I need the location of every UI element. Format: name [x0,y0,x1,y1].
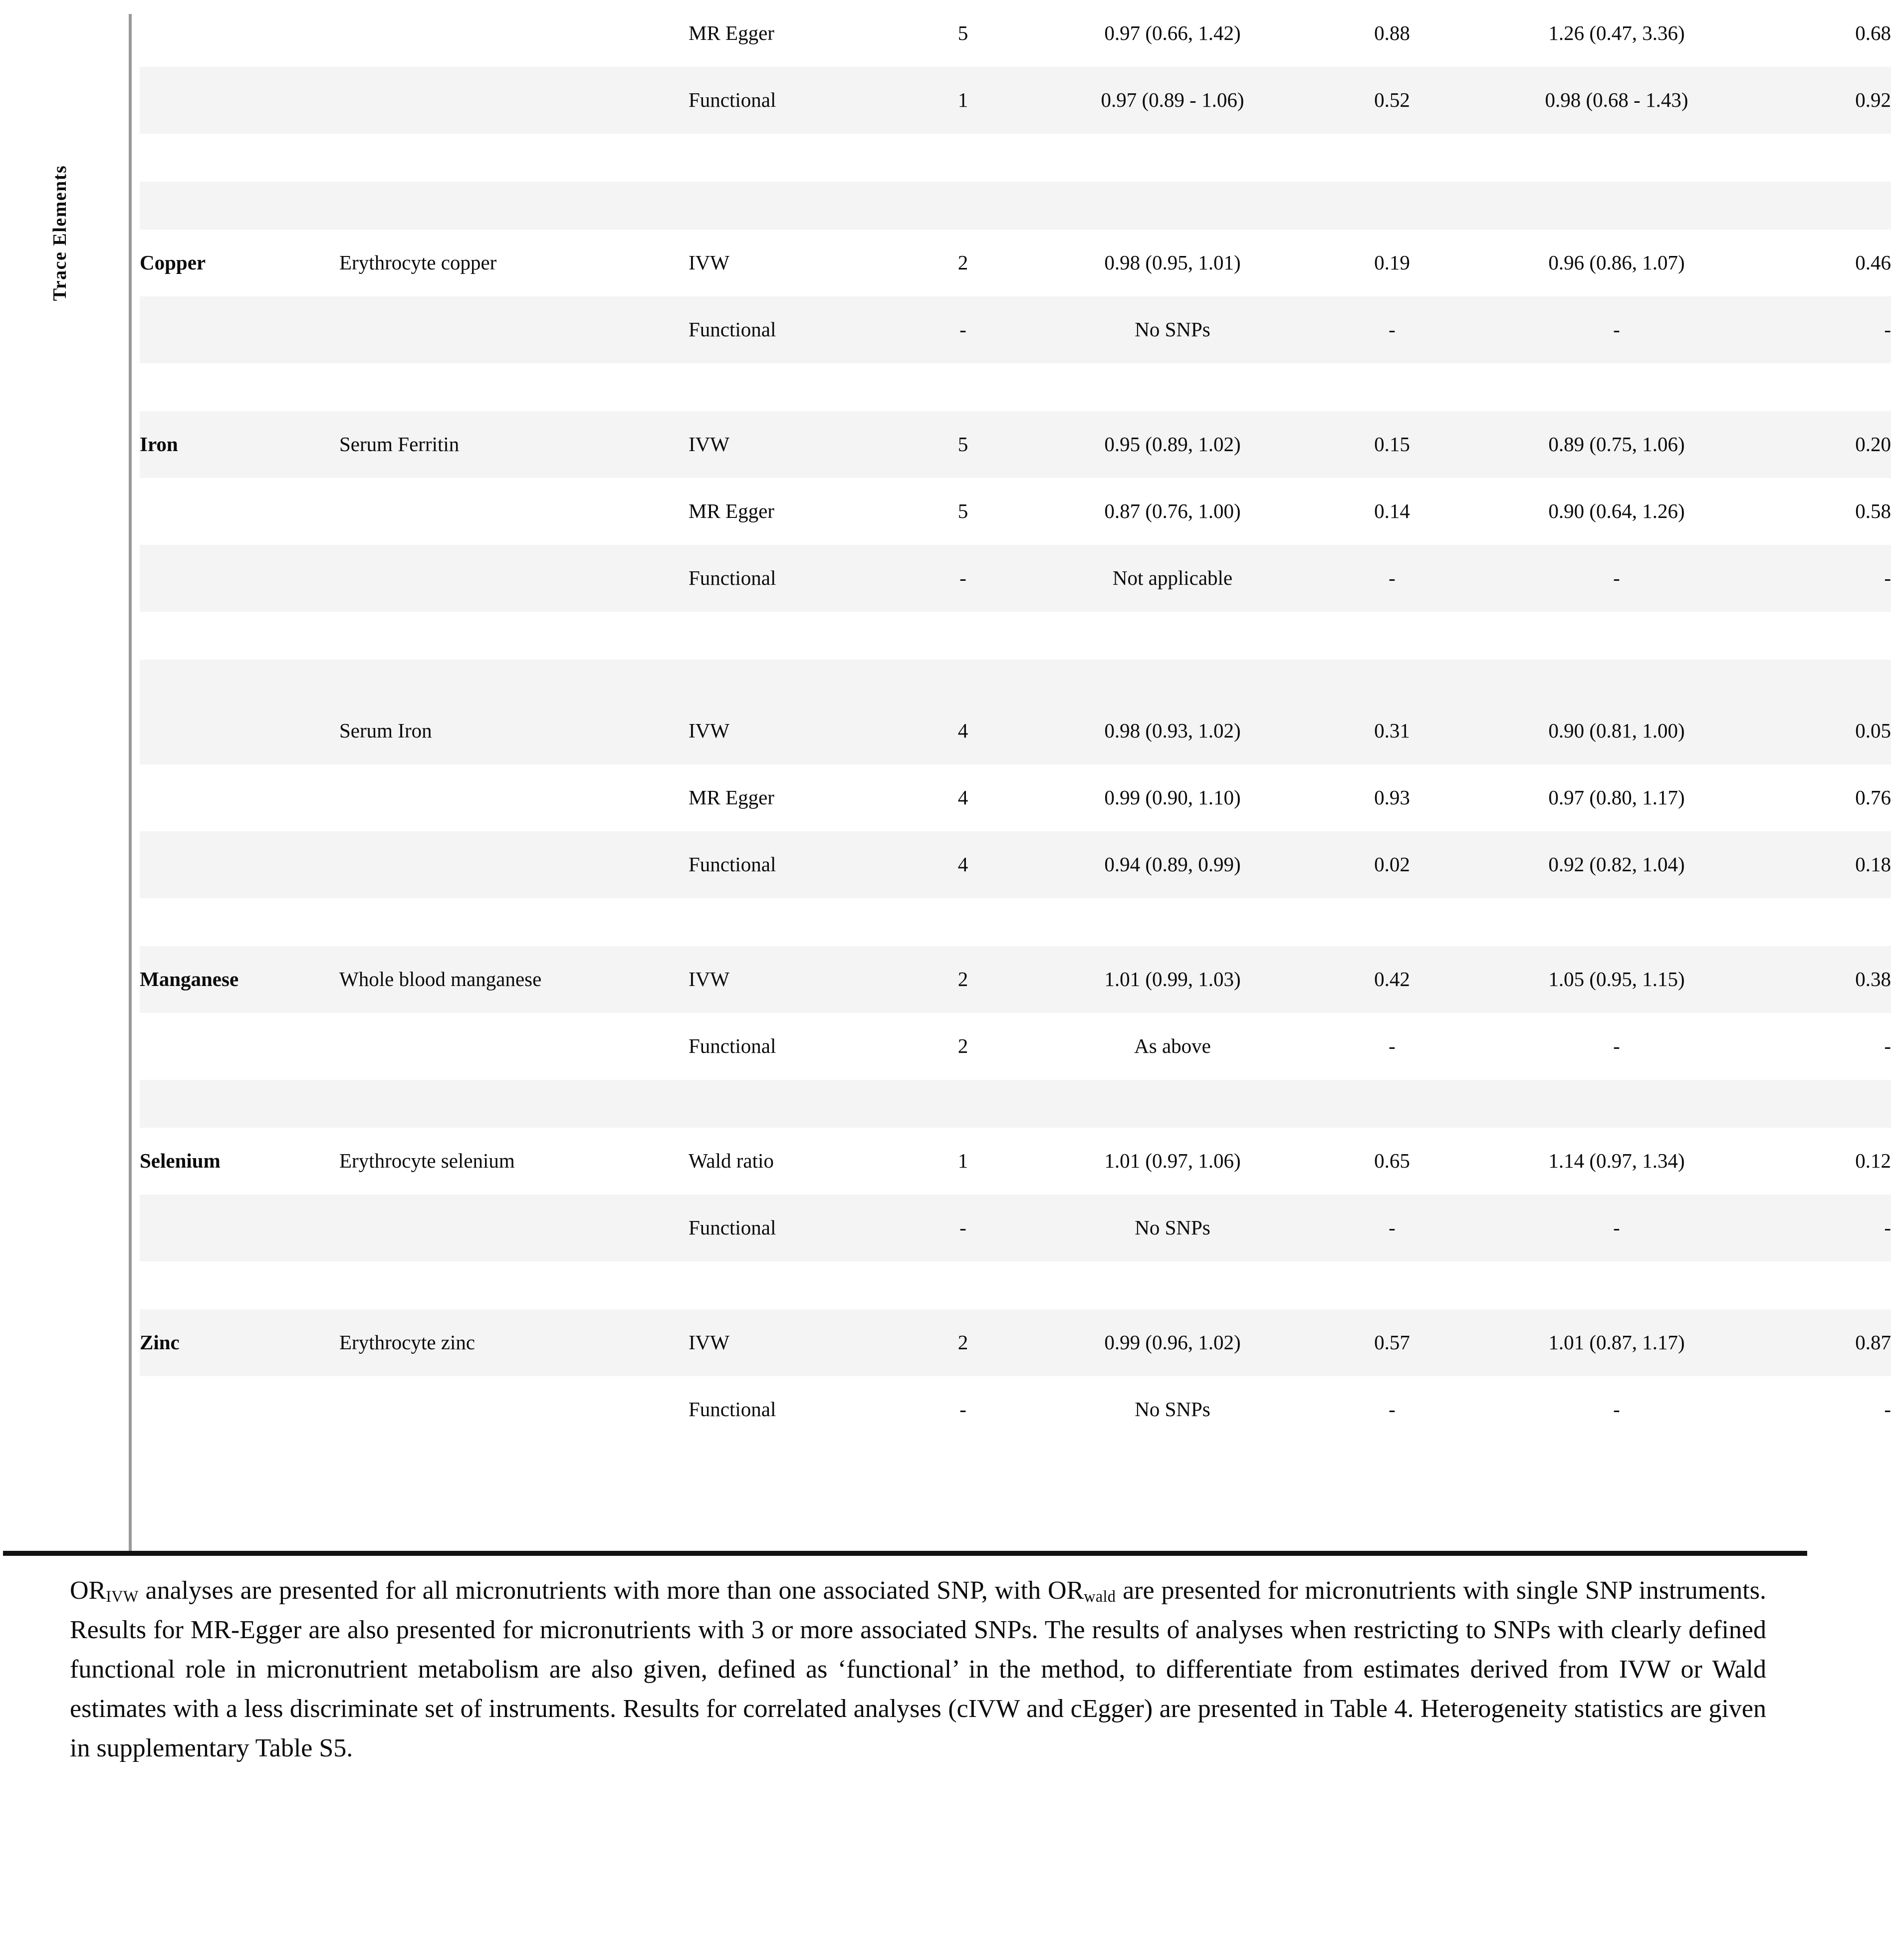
spacer-cell [1023,1261,1322,1309]
cell-or-secondary: 0.96 (0.86, 1.07) [1548,251,1685,274]
table-row [140,545,1891,612]
spacer-cell [903,182,1023,230]
cell-or-secondary: 0.90 (0.64, 1.26) [1548,499,1685,523]
cell-biomarker [339,0,689,67]
spacer-cell [1322,1261,1462,1309]
cell-p-primary: 0.57 [1322,1309,1462,1376]
spacer-cell [1023,363,1322,411]
cell-p-primary: 0.15 [1322,411,1462,478]
spacer-cell [1771,363,1891,411]
cell-or-secondary: - [1613,1034,1620,1058]
spacer-cell [1322,363,1462,411]
cell-element: Manganese [140,946,339,1013]
cell-biomarker [339,1013,689,1080]
cell-p-secondary: 0.38 [1771,946,1891,1013]
cell-biomarker [339,296,689,363]
cell-method: IVW [689,946,903,1013]
cell-method: Functional [689,1034,776,1058]
spacer-cell [1771,612,1891,660]
cell-p-primary: 0.02 [1322,831,1462,898]
cell-or-primary: 0.98 (0.95, 1.01) [1104,251,1241,274]
cell-element: Selenium [140,1149,221,1173]
cell-or-primary: 0.99 (0.90, 1.10) [1104,786,1241,809]
cell-or-primary: 0.94 (0.89, 0.99) [1023,831,1322,898]
cell-or-primary: 0.99 (0.96, 1.02) [1023,1309,1322,1376]
cell-nsnp: 2 [957,1034,968,1058]
table-bottom-rule [3,1551,1807,1556]
cell-nsnp: 5 [903,411,1023,478]
spacer-cell [140,660,339,698]
table-row [140,831,1891,898]
cell-p-primary: 0.42 [1322,946,1462,1013]
cell-p-primary: 0.19 [1374,251,1410,274]
cell-method: MR Egger [689,499,774,523]
cell-method: MR Egger [689,786,774,809]
cell-p-secondary: 0.68 [1855,21,1891,45]
cell-or-secondary: 1.01 (0.87, 1.17) [1462,1309,1771,1376]
cell-or-primary: 0.98 (0.93, 1.02) [1023,698,1322,764]
cell-or-primary: Not applicable [1023,545,1322,612]
cell-p-secondary: 0.46 [1855,251,1891,274]
cell-element [140,478,339,545]
spacer-cell [1462,182,1771,230]
cell-element [140,1013,339,1080]
cell-p-primary: - [1322,296,1462,363]
cell-or-secondary: - [1462,1195,1771,1261]
vertical-divider-rule [129,14,132,1552]
cell-method: IVW [689,1309,903,1376]
cell-or-secondary: 0.98 (0.68 - 1.43) [1462,67,1771,134]
cell-element [140,831,339,898]
spacer-cell [903,363,1023,411]
cell-or-primary: No SNPs [1023,1195,1322,1261]
spacer-cell [1023,134,1322,182]
spacer-cell [339,363,689,411]
spacer-cell [1771,898,1891,946]
cell-or-primary: 0.97 (0.89 - 1.06) [1023,67,1322,134]
cell-or-secondary: 1.05 (0.95, 1.15) [1462,946,1771,1013]
cell-element [140,1195,339,1261]
cell-p-secondary: - [1884,1398,1891,1421]
spacer-cell [1023,660,1322,698]
spacer-cell [339,660,689,698]
caption-segment-three: are presented for micronutrients with single SNP instruments. Results for MR-Egger are also presented for micronutrients with 3 or more associated SNPs. The results of analyses when restricting to SNPs with clearly defined functional role in micronutrient metabolism are also given, defined as ‘functional’ in the method, to differentiate from estimates derived from IVW or Wald estimates with a less discriminate set of instruments. Results for correlated analyses (cIVW and cEgger) are presented in Table 4. Heterogeneity statistics are given in supplementary Table S5. [70,1576,1766,1763]
cell-element [140,67,339,134]
cell-method: Functional [689,545,903,612]
spacer-cell [339,182,689,230]
cell-or-secondary: 0.90 (0.81, 1.00) [1462,698,1771,764]
spacer-cell [1023,612,1322,660]
cell-element [140,1376,339,1443]
table-row [140,1309,1891,1376]
spacer-cell [1322,134,1462,182]
spacer-cell [1023,182,1322,230]
row-group-label-container [0,0,131,1551]
cell-or-secondary: 1.14 (0.97, 1.34) [1548,1149,1685,1173]
cell-or-primary: 0.87 (0.76, 1.00) [1104,499,1241,523]
cell-or-primary: 0.95 (0.89, 1.02) [1023,411,1322,478]
cell-p-primary: 0.52 [1322,67,1462,134]
cell-nsnp: 4 [903,831,1023,898]
cell-nsnp: 4 [903,698,1023,764]
cell-p-secondary: - [1771,1195,1891,1261]
spacer-cell [339,898,689,946]
cell-method: Functional [689,831,903,898]
caption-segment-two: analyses are presented for all micronutrients with more than one associated SNP, with OR [138,1576,1084,1605]
cell-or-secondary: 0.97 (0.80, 1.17) [1548,786,1685,809]
spacer-cell [1462,363,1771,411]
cell-p-primary: - [1389,1034,1396,1058]
table-row [140,1128,1891,1195]
spacer-cell [140,363,339,411]
cell-nsnp: 2 [903,1309,1023,1376]
spacer-cell [140,134,339,182]
table-spacer-row [140,363,1891,411]
cell-nsnp: 2 [957,251,968,274]
cell-or-primary: No SNPs [1023,296,1322,363]
spacer-cell [1462,660,1771,698]
cell-or-secondary: 1.26 (0.47, 3.36) [1548,21,1685,45]
cell-p-primary: - [1389,1398,1396,1421]
table-row [140,698,1891,764]
spacer-cell [140,1261,339,1309]
cell-or-secondary: 0.92 (0.82, 1.04) [1462,831,1771,898]
spacer-cell [689,898,903,946]
spacer-cell [903,134,1023,182]
cell-biomarker [339,545,689,612]
cell-method: MR Egger [689,21,774,45]
spacer-cell [689,660,903,698]
cell-nsnp: - [959,1398,966,1421]
table-row [140,67,1891,134]
cell-nsnp: 1 [957,1149,968,1173]
table-row [140,1013,1891,1080]
cell-biomarker [339,1195,689,1261]
cell-biomarker: Serum Ferritin [339,411,689,478]
cell-nsnp: - [903,296,1023,363]
table-row [140,478,1891,545]
cell-or-primary: No SNPs [1135,1398,1210,1421]
results-table-body [140,0,1891,1443]
spacer-cell [689,363,903,411]
spacer-cell [1322,898,1462,946]
cell-method: Wald ratio [689,1149,774,1173]
cell-nsnp: 5 [957,21,968,45]
table-spacer-row [140,1261,1891,1309]
spacer-cell [1322,1080,1462,1128]
row-group-label: Trace Elements [49,165,70,301]
spacer-cell [689,134,903,182]
cell-p-secondary: - [1884,1034,1891,1058]
cell-method: Functional [689,1398,776,1421]
table-row [140,1195,1891,1261]
cell-p-primary: 0.93 [1374,786,1410,809]
table-spacer-row [140,182,1891,230]
caption-or-ivw-text: OR [70,1576,106,1605]
spacer-cell [689,182,903,230]
cell-p-secondary: 0.05 [1771,698,1891,764]
cell-element [140,545,339,612]
spacer-cell [1462,134,1771,182]
cell-p-secondary: - [1771,296,1891,363]
spacer-cell [339,612,689,660]
cell-element [140,296,339,363]
caption-subscript-wald: wald [1084,1587,1116,1605]
cell-biomarker [339,831,689,898]
cell-or-secondary: - [1462,296,1771,363]
spacer-cell [1023,1080,1322,1128]
cell-nsnp: 2 [903,946,1023,1013]
cell-element: Copper [140,251,206,274]
spacer-cell [1322,182,1462,230]
cell-p-secondary: 0.20 [1771,411,1891,478]
cell-p-secondary: - [1771,545,1891,612]
spacer-cell [689,1261,903,1309]
spacer-cell [1771,182,1891,230]
spacer-cell [339,134,689,182]
spacer-cell [1462,1261,1771,1309]
table-spacer-row [140,1080,1891,1128]
spacer-cell [140,1080,339,1128]
cell-p-primary: - [1322,545,1462,612]
spacer-cell [1771,1261,1891,1309]
spacer-cell [1462,612,1771,660]
cell-biomarker: Erythrocyte selenium [339,1149,515,1173]
cell-p-secondary: 0.92 [1771,67,1891,134]
cell-p-primary: 0.88 [1374,21,1410,45]
spacer-cell [140,182,339,230]
table-spacer-row [140,660,1891,698]
cell-p-primary: 0.31 [1322,698,1462,764]
cell-method: IVW [689,698,903,764]
cell-method: IVW [689,251,729,274]
table-row [140,411,1891,478]
cell-element [140,698,339,764]
cell-p-secondary: 0.58 [1855,499,1891,523]
spacer-cell [140,898,339,946]
spacer-cell [1771,660,1891,698]
cell-method: Functional [689,296,903,363]
spacer-cell [1462,898,1771,946]
cell-p-primary: 0.14 [1374,499,1410,523]
cell-nsnp: 5 [957,499,968,523]
spacer-cell [903,1080,1023,1128]
cell-biomarker [339,764,689,831]
spacer-cell [903,1261,1023,1309]
caption-subscript-ivw: IVW [106,1587,139,1605]
cell-element [140,764,339,831]
cell-or-primary: 1.01 (0.99, 1.03) [1023,946,1322,1013]
table-row [140,0,1891,67]
table-row [140,296,1891,363]
cell-p-secondary: 0.76 [1855,786,1891,809]
table-spacer-row [140,134,1891,182]
spacer-cell [903,898,1023,946]
cell-method: IVW [689,411,903,478]
cell-element: Zinc [140,1309,339,1376]
table-spacer-row [140,898,1891,946]
spacer-cell [689,1080,903,1128]
cell-p-primary: - [1322,1195,1462,1261]
cell-biomarker: Erythrocyte copper [339,251,497,274]
cell-or-primary: As above [1134,1034,1211,1058]
cell-or-primary: 1.01 (0.97, 1.06) [1104,1149,1241,1173]
spacer-cell [1322,660,1462,698]
cell-nsnp: - [903,1195,1023,1261]
table-row [140,946,1891,1013]
cell-method: Functional [689,67,903,134]
results-table [140,0,1891,1443]
spacer-cell [689,612,903,660]
cell-p-secondary: 0.18 [1771,831,1891,898]
cell-biomarker: Serum Iron [339,698,689,764]
spacer-cell [903,612,1023,660]
cell-element: Iron [140,411,339,478]
table-spacer-row [140,612,1891,660]
spacer-cell [1462,1080,1771,1128]
spacer-cell [1771,1080,1891,1128]
cell-biomarker [339,1376,689,1443]
cell-element [140,0,339,67]
cell-biomarker [339,478,689,545]
spacer-cell [1771,134,1891,182]
spacer-cell [140,612,339,660]
cell-p-secondary: 0.87 [1771,1309,1891,1376]
cell-nsnp: 4 [957,786,968,809]
table-row [140,1376,1891,1443]
cell-or-secondary: - [1462,545,1771,612]
cell-biomarker [339,67,689,134]
cell-nsnp: 1 [903,67,1023,134]
cell-biomarker: Erythrocyte zinc [339,1309,689,1376]
spacer-cell [339,1080,689,1128]
cell-or-secondary: - [1613,1398,1620,1421]
cell-or-secondary: 0.89 (0.75, 1.06) [1462,411,1771,478]
cell-biomarker: Whole blood manganese [339,946,689,1013]
spacer-cell [1023,898,1322,946]
spacer-cell [1322,612,1462,660]
cell-nsnp: - [903,545,1023,612]
table-caption [70,1571,1766,1768]
cell-method: Functional [689,1195,903,1261]
spacer-cell [903,660,1023,698]
table-row [140,230,1891,296]
spacer-cell [339,1261,689,1309]
cell-p-secondary: 0.12 [1855,1149,1891,1173]
cell-p-primary: 0.65 [1374,1149,1410,1173]
table-row [140,764,1891,831]
cell-or-primary: 0.97 (0.66, 1.42) [1104,21,1241,45]
